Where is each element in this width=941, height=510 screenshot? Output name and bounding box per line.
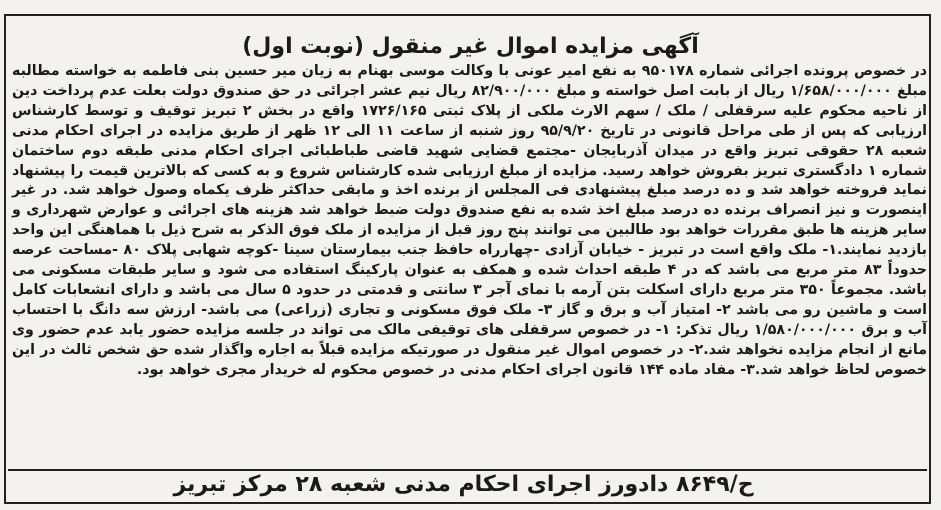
footer-divider (8, 469, 927, 471)
notice-body: در خصوص پرونده اجرائی شماره ۹۵۰۱۷۸ به نفع امیر عونی با وکالت موسی بهنام به زیان میر حسین بنی فاطمه به خواسته مطالبه مبلغ ۱/۶۵۸/۰۰۰/۰۰۰ ریال از بابت اصل خواسته و مبلغ ۸۲/۹۰۰/۰۰۰ ریال نیم عشر اجرائی در حق صندوق دولت بعلت عدم پرداخت دین از ناحیه محکوم علیه سرقفلی / ملک / سهم الارث ملکی از پلاک ثبتی ۱۷۲۶/۱۶۵ واقع در بخش ۲ تبریز توقیف و توسط کارشناس ارزیابی که پس از طی مراحل قانونی در تاریخ ۹۵/۹/۲۰ روز شنبه از ساعت ۱۱ الی ۱۲ ظهر از طریق مزایده در اجرای احکام مدنی شعبه ۲۸ حقوقی تبریز واقع در میدان آذربایجان -مجتمع قضایی شهید قاضی طباطبائی اجرای احکام مدنی طبقه دوم ساختمان شماره ۱ دادگستری تبریز بفروش خواهد رسید. مزایده از مبلغ ارزیابی شده کارشناس شروع و به کسی که بالاترین قیمت را پیشنهاد نماید فروخته خواهد شد و ده درصد مبلغ پیشنهادی فی المجلس از برنده اخذ و مابقی حداکثر ظرف یکماه وصول خواهد شد. در غیر اینصورت و نیز انصراف برنده ده درصد مبلغ اخذ شده به نفع صندوق دولت ضبط خواهد شد هزینه های اجرائی و عوارض شهرداری و سایر هزینه ها طبق مقررات خواهد بود طالبین می توانند پنج روز قبل از مزایده از ملک فوق الذکر به شرح ذیل با هماهنگی این واحد بازدید نمایند.۱- ملک واقع است در تبریز - خیابان آزادی -چهارراه حافظ جنب بیمارستان سینا -کوچه شهابی پلاک ۸۰ -مساحت عرصه حدوداً ۸۳ متر مربع می باشد که در ۴ طبقه احداث شده و همکف به عنوان پارکینگ استفاده می شود و سایر طبقات مسکونی می باشد. مجموعاً ۳۵۰ متر مربع دارای اسکلت بتن آرمه با نمای آجر ۳ سانتی و قدمتی در حدود ۵ سال می باشد و دارای انشعابات کامل است و ماشین رو می باشد ۲- امتیاز آب و برق و گاز ۳- ملک فوق مسکونی و تجاری (زراعی) می باشد- ارزش سه دانگ با احتساب آب و برق ۱/۵۸۰/۰۰۰/۰۰۰ ریال تذکر: ۱- در خصوص سرقفلی های توقیفی مالک می تواند در جلسه مزایده حضور یابد عدم حضور وی مانع از انجام مزایده نخواهد شد.۲- در خصوص اموال غیر منقول در صورتیکه مزایده قبلاً به اجاره واگذار شده حق شخص ثالث در این خصوص لحاظ خواهد شد.۳- مفاد ماده ۱۴۴ قانون اجرای احکام مدنی در خصوص محکوم له خریدار مجری خواهد بود. (12, 63, 927, 378)
notice-footer: ح/۸۶۴۹ دادورز اجرای احکام مدنی شعبه ۲۸ مرکز تبریز (173, 472, 754, 497)
notice-title: آگهی مزایده اموال غیر منقول (نوبت اول) (242, 34, 699, 59)
